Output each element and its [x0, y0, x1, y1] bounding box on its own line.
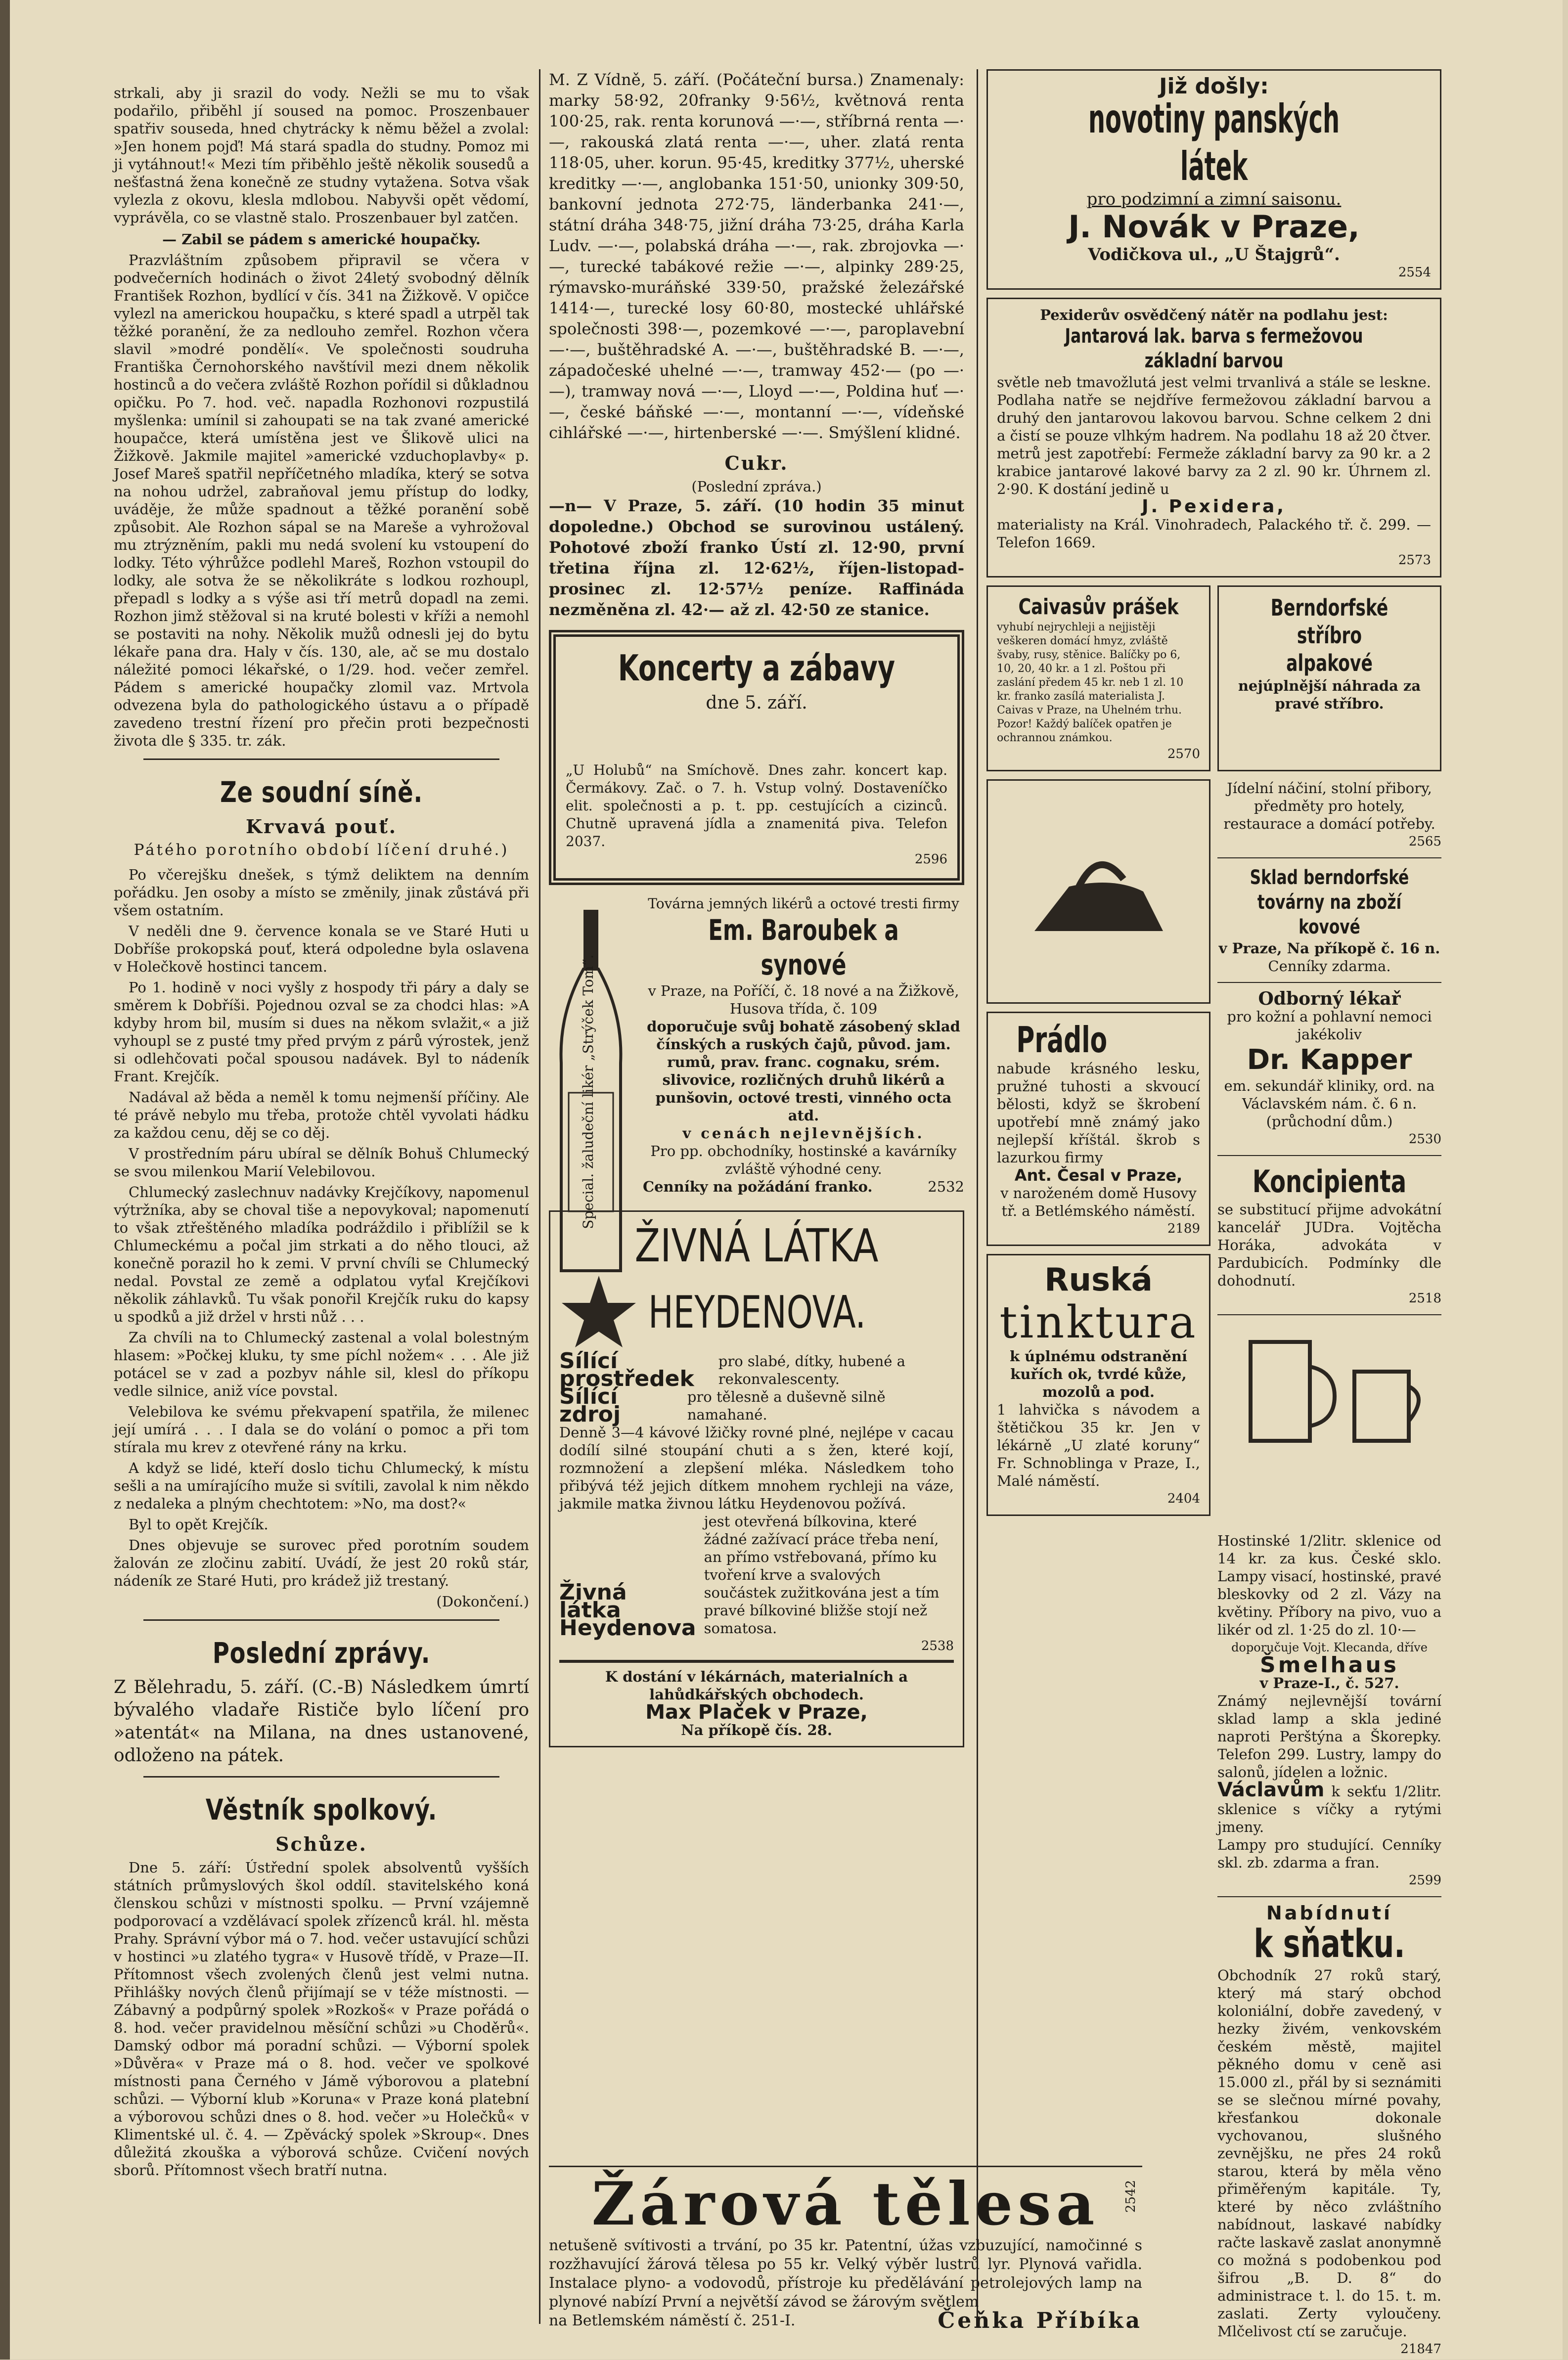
ad-pexider-text: světle neb tmavožlutá jest velmi trvanlivá a stále se leskne. Podlaha natře se nejdříve fermežovou základní barvou a druhý den jantarovou lakovou barvou. Schne celkem 2 dni a čistí se pouze vlhkým hadrem. Na podlahu 18 až 20 čtver. metrů jest zapotřebí: Fermeže základní barvy za 90 kr. a 2 krabice jantarové lakové barvy za 2 zl. 90 kr. Úhrnem zl. 2·90. K dostání jedině u — [997, 374, 1431, 497]
article-cukr: —n— V Praze, 5. září. (10 hodin 35 minut dopoledne.) Obchod se surovinou ustálený. Pohotové zboží franko Ústí zl. 12·90, první třetina října zl. 12·62½, říjen-listopad-prosinec zl. 12·57½ peníze. Raffináda nezměněna zl. 42·— až zl. 42·50 ze stanice. — [549, 496, 964, 619]
ad-smelhaus-text-2: Známý nejlevnější tovární sklad lamp a skla jediné naproti Perštýna a Škorepky. Telefon 299. Lustry, lampy do salonů, jídelen a ložnic. — [1217, 1692, 1441, 1781]
ad-zivna-s1b: pro slabé, dítky, hubené a rekonvalescenty. — [718, 1353, 905, 1387]
ad-baroubek-recommend: doporučuje svůj bohatě zásobený sklad čínských a ruských čajů, původ. jam. rumů, prav. franc. cognaku, srém. slivovice, rozličných druhů likérů a punšovin, octové tresti, vinného octa atd. — [647, 1018, 960, 1124]
ad-novak-name: J. Novák v Praze, — [1068, 209, 1360, 245]
ad-sklad-title: Sklad berndorfské továrny na zboží kovové — [1250, 866, 1409, 938]
article-subtitle-cukr: (Poslední zpráva.) — [691, 478, 822, 495]
ad-number: 2570 — [1167, 747, 1200, 761]
ad-baroubek-bottle-label: Special. žaludeční likér „Strýček Tom“. — [580, 954, 596, 1229]
ad-zivna-latka — [549, 1210, 964, 1747]
ad-baroubek-rest: Pro pp. obchodníky, hostinské a kavárníky zvláště výhodné ceny. — [650, 1143, 957, 1177]
ad-number: 2573 — [1398, 553, 1431, 568]
column-1 — [114, 84, 529, 2339]
ad-novak-sub: pro podzimní a zimní saisonu. — [1086, 189, 1342, 209]
ad-number: 2530 — [1408, 1132, 1441, 1147]
ad-pradlo-text: nabude krásného lesku, pružné tuhosti a skvoucí bělosti, když se škrobení upotřebí mně známý jako nejlepší kříštál. škrob s lazurkou firmy — [997, 1060, 1200, 1166]
ad-zivna-s2b: pro tělesně a duševně silně namahané. — [687, 1388, 886, 1423]
divider — [143, 1776, 499, 1778]
ad-zarova-title: Žárová tělesa — [591, 2169, 1100, 2239]
divider — [143, 1619, 499, 1621]
ad-smelhaus — [1217, 1532, 1441, 2358]
ad-lekar-name: Dr. Kapper — [1247, 1044, 1412, 1076]
paragraph: V neděli dne 9. července konala se ve Staré Huti u Dobříše prokopská pouť, která odpoledne byla oslavena v Holečkově hostinci tancem. — [114, 923, 529, 975]
paragraph: Nadával až běda a neměl k tomu nejmenší příčiny. Ale té právě nebylo mu třeba, protože chtěl vyvolati hádku za každou cenu, děj se co děj. — [114, 1089, 529, 1141]
ad-berndorf-items: Jídelní náčiní, stolní přibory, předměty pro hotely, restaurace a domácí potřeby. — [1223, 780, 1435, 832]
ad-number: 21847 — [1400, 2342, 1441, 2357]
paragraph: A když se lidé, kteří doslo tichu Chlumecký, k místu sešli a na umírajícího muže si svítili, zavolal k nim někdo z nedaleka a plným chechtotem: »No, ma dost?« — [114, 1460, 529, 1512]
binding-edge — [0, 0, 10, 2360]
ad-novak-big: novotiny panských látek — [1088, 96, 1340, 189]
ad-number: 2565 — [1408, 834, 1441, 849]
ad-berndorf — [1217, 585, 1441, 771]
ad-zivna-placek-address: Na příkopě čís. 28. — [681, 1722, 832, 1738]
ad-smelhaus-text: Hostinské 1/2litr. sklenice od 14 kr. za kus. České sklo. Lampy visací, hostinské, pravé bleskovky od 2 zl. Vázy na květiny. Příbory na pivo, vuo a likér od zl. 1·25 do zl. 10·— — [1217, 1532, 1441, 1638]
ad-pexider-top: Pexiderův osvědčený nátěr na podlahu jest: — [1040, 307, 1388, 323]
ad-pexider-address: materialisty na Král. Vinohradech, Palackého tř. č. 299. — Telefon 1669. — [997, 516, 1431, 551]
beer-mug-icon — [1221, 1322, 1438, 1451]
ad-koncipient-text: se substitucí přijme advokátní kancelář JUDra. Vojtěcha Horáka, advokáta v Pardubicích. Podmínky dle dohodnutí. — [1217, 1201, 1441, 1289]
divider — [143, 758, 499, 760]
column-rule — [539, 69, 540, 2324]
ad-caivas-title: Caivasův prášek — [1018, 594, 1179, 620]
ad-zivna-s2: Sílící zdroj — [559, 1384, 621, 1427]
ad-number: 2532 — [928, 1178, 964, 1195]
ad-pradlo-big: Prádlo — [1016, 1019, 1108, 1061]
ad-ruska-title-2: tinktura — [999, 1296, 1198, 1348]
ad-smelhaus-address: v Praze-I., č. 527. — [1259, 1675, 1399, 1692]
ad-smelhaus-vaclav-text: k sekťu 1/2litr. sklenice s víčky a rytými jmeny. — [1217, 1783, 1442, 1835]
ad-pradlo-firm: Ant. Česal v Praze, — [1014, 1166, 1183, 1185]
ad-smelhaus-recommend: doporučuje Vojt. Klecanda, dříve — [1231, 1641, 1428, 1654]
ad-koncerty-text: „U Holubů“ na Smíchově. Dnes zahr. koncert kap. Čermákovy. Zač. o 7. h. Vstup volný. Dostaveníčko elit. společnosti a p. t. pp. cestujících a cizinců. Chutně upravená jídla a znamenitá piva. Telefon 2037. — [566, 762, 947, 849]
article-posledni: Z Bělehradu, 5. září. (C.-B) Následkem úmrtí bývalého vladaře Rističe bylo líčení pro »atentát« na Milana, na dnes ustanovené, odloženo na pátek. — [114, 1677, 529, 1766]
ad-pexider — [986, 298, 1441, 578]
iron-icon — [1025, 832, 1173, 951]
ad-ruska-text: k úplnému odstranění kuřích ok, tvrdé kůže, mozolů a pod. — [1009, 1348, 1188, 1400]
ad-baroubek-cennik: Cenníky na požádání franko. — [643, 1178, 873, 1195]
article-title-cukr: Cukr. — [724, 452, 789, 474]
ad-koncerty-title: Koncerty a zábavy — [618, 647, 896, 689]
ad-number: 2599 — [1408, 1873, 1441, 1888]
ad-berndorf-text: nejúplnější náhrada za pravé stříbro. — [1238, 677, 1421, 712]
section-title-posledni: Poslední zprávy. — [212, 1636, 431, 1670]
section-title-vestnik: Věstník spolkový. — [205, 1793, 438, 1826]
ad-novak-top: Již došly: — [1159, 74, 1269, 99]
ad-number: 2518 — [1408, 1291, 1441, 1306]
ad-pexider-title: Jantarová lak. barva s fermežovou základní barvou — [1065, 325, 1363, 372]
ad-smelhaus-vaclav: Václavům — [1217, 1779, 1325, 1801]
ad-ruska-price: 1 lahvička s návodem a štětičkou 35 kr. Jen v lékárně „U zlaté koruny“ Fr. Schnoblinga v Praze, I., Malé náměstí. — [997, 1401, 1200, 1489]
ad-koncerty-date: dne 5. září. — [706, 693, 807, 713]
ad-koncerty — [549, 630, 964, 885]
ad-zarova-name: Čeňka Příbíka — [938, 2308, 1142, 2333]
ad-zivna-title-2: HEYDENOVA. — [648, 1287, 866, 1338]
ad-baroubek-name: Em. Baroubek a synové — [708, 913, 899, 981]
ad-zivna-s1: Sílící prostředek — [559, 1348, 694, 1391]
ad-zivna-sale: K dostání v lékárnách, materialních a lahůdkářských obchodech. — [605, 1668, 908, 1703]
paragraph: Dnes objevuje se surovec před porotním soudem žalován ze zločinu zabití. Uvádí, že jest 20 roků stár, nádeník ze Staré Huti, pro krádež již trestaný. — [114, 1537, 529, 1589]
ad-number: 2596 — [914, 852, 947, 867]
ad-number: 2404 — [1167, 1491, 1200, 1506]
ad-pradlo-iron — [986, 779, 1210, 1004]
ad-zivna-text: Denně 3—4 kávové lžičky rovné plné, nejlépe v cacau dodílí silné stoupání chuti a s žen, které kojí, rozmnožení a zlepšení mléka. Následkem toho přibývá též jejich dítkem mnohem rychleji na váze, jakmile matka živnou látku Heydenovou požívá. — [559, 1424, 954, 1512]
ad-zivna-placek: Max Plaček v Praze, — [645, 1701, 868, 1724]
ad-zivna-s3b: jest otevřená bílkovina, které žádné zažívací práce třeba není, an přímo vstřebovaná, přímo ku tvoření krve a svalových součástek zužitkována jest a tím pravé bílkoviné bližše stojí než somatosa. — [704, 1513, 940, 1637]
ad-pradlo-address: v naroženém domě Husovy tř. a Betlémského náměstí. — [1000, 1185, 1197, 1219]
article-title-zabil: — Zabil se pádem s americké houpačky. — [162, 231, 481, 248]
paragraph: Za chvíli na to Chlumecký zastenal a volal bolestným hlasem: »Počkej kluku, ty sme píchl nožem« . . . Ale již potácel se v zad a pozbyv náhle sil, klesl do příkopu vedle silnice, aniž více povstal. — [114, 1329, 529, 1399]
paragraph: Po 1. hodině v noci vyšly z hospody tři páry a daly se směrem k Dobříši. Pojednou ozval se za chodci hlas: »A kdyby hrom bil, musím si dues na někom svlažit,« a již vyhoupl se z pusté tmy před prvým z párů výrostek, jenž si odlehčovati počal spousou nadávek. Byl to nádeník Frant. Krejčík. — [114, 979, 529, 1085]
ad-smelhaus-name: Šmelhaus — [1260, 1652, 1399, 1678]
ad-number: 2189 — [1167, 1221, 1200, 1236]
article-vienna-bourse: M. Z Vídně, 5. září. (Počáteční bursa.) Znamenaly: marky 58·92, 20franky 9·56½, květnová renta 100·25, rak. renta korunová —·—, stříbrná renta —·—, rakouská zlatá renta —·—, uher. zlatá renta 118·05, uher. korun. 95·45, kreditky 377½, uherské kreditky —·—, anglobanka 151·50, unionky 309·50, bankovní jednota 272·75, länderbanka 241·—, státní dráha 348·75, jižní dráha 73·25, dráha Karla Ludv. —·—, polabská dráha —·—, rak. zbrojovka —·—, turecké tabákové režie —·—, alpinky 289·25, rýmavsko-muráňské 339·50, pražské železářské 1414·—, turecké losy 60·80, mostecké uhlářské společnosti 398·—, pozemkové —·—, paroplavební —·—, buštěhradské A. —·—, buštěhradské B. —·—, západočeské uhelné —·—, tramway 452·— (po —·—), tramway nová —·—, Lloyd —·—, Poldina huť —·—, české báňské —·—, montanní —·—, vídeňské cihlářské —·—, hirtenberské —·—. Smýšlení klidné. — [549, 70, 964, 442]
ad-ruska — [986, 1254, 1210, 1516]
ad-baroubek-top: Továrna jemných likérů a octové tresti firmy — [648, 895, 959, 912]
paragraph: Byl to opět Krejčík. — [129, 1516, 269, 1533]
ad-smelhaus-lampy: Lampy pro studující. Cenníky skl. zb. zdarma a fran. — [1217, 1836, 1441, 1871]
ad-sklad-cennik: Cenníky zdarma. — [1268, 958, 1391, 975]
ad-novak — [986, 69, 1441, 290]
ad-novak-address: Vodičkova ul., „U Štajgrů“. — [1088, 245, 1340, 265]
ad-lekar-address: em. sekundář kliniky, ord. na Václavském nám. č. 6 n. (průchodní dům.) — [1224, 1077, 1435, 1130]
article-subtitle-krvava: Pátého porotního období líčení druhé.) — [134, 841, 509, 859]
ad-caivas-text: vyhubí nejrychleji a nejjistěji veškeren domácí hmyz, zvláště švaby, rusy, stěnice. Balíčky po 6, 10, 20, 40 kr. a 1 zl. Poštou při zaslání předem 45 kr. neb 1 zl. 10 kr. franko zasílá materialista J. Caivas v Praze, na Uhelném trhu. Pozor! Každý balíček opatřen je ochrannou známkou. — [997, 621, 1184, 744]
ad-lekar-title: Odborný lékař — [1258, 988, 1401, 1009]
star-emblem-icon — [559, 1273, 638, 1352]
ad-pradlo — [986, 1012, 1210, 1246]
ad-pexider-name: J. Pexidera, — [1142, 496, 1286, 517]
ad-zivna-s3: Živná látka Heydenova — [559, 1580, 696, 1641]
ad-ruska-title-1: Ruská — [1044, 1262, 1153, 1298]
article-title-krvava: Krvavá pouť. — [245, 815, 397, 838]
ad-berndorf-title: Berndorfské stříbro alpakové — [1270, 594, 1389, 676]
ad-baroubek-price: v cenách nejlevnějších. — [682, 1125, 925, 1142]
article-zabil: Prazvláštním způsobem připravil se včera v podvečerních hodinách o život 24letý svobodný dělník František Rozhon, bydlící v čís. 341 na Žižkově. V opičce vylezl na americkou houpačku, s které spadl a utrpěl tak těžké poranění, že za nedlouho zemřel. Rozhon včera slavil »modré pondělí«. Ve společnosti soudruha Františka Černohorského navštívil mezi dnem několik hostinců a do večera zvláště Rozhon pořídil si důkladnou opičku. Po 7. hod. več. napadla Rozhonovi rozpustilá myšlenka: umínil si zahoupati se na tak zvané americké houpačce, která umístěna jest ve Šlikově ulici na Žižkově. Jakmile majitel »americké vzduchoplavby« p. Josef Mareš spatřil nepříčetného mladíka, který se sotva na nohou udržel, zabraňoval jemu přístup do lodky, uváděje, že může spadnout a těžké poranění sobě způsobit. Ale Rozhon sápal se na Mareše a vyhrožoval mu ztrýzněním, pakli mu nedá svolení ku vstoupení do lodky. Této výhrůžce podlehl Mareš, Rozhon vstoupil do lodky, ale sotva že se několikráte s lodkou rozhoupl, přepadl s lodky a s výše asi tří metrů dopadl na zemi. Rozhon jimž stěžoval si na kruté bolesti v kříži a nemohl se postaviti na nohy. Několik mužů odnesli jej do bytu lékaře pana dra. Haly v čís. 130, ale, ač se mu dostalo náležité pomoci lékařské, o 1/29. hod. večer zemřel. Pádem s americké houpačky zlomil vaz. Mrtvola odvezena byla do pathologického ústavu a o případě zavedeno trestní řízení pro přečin proti bezpečnosti života dle § 335. tr. zák. — [114, 252, 529, 749]
ad-nabidnuti-text: Obchodník 27 roků starý, který má starý obchod koloniální, dobře zavedený, v hezky živém, venkovském českém městě, majitel pěkného domu v ceně asi 15.000 zl., přál by si seznámiti se se slečnou mírné povahy, křesťankou dokonale vychovanou, slušného zevnějšku, ne přes 24 roků starou, která by měla věno přiměřeným kapitále. Ty, které by něco zvláštního nabídnout, laskavé nabídky račte laskavě zaslat anonymně co možná s podobenkou pod šifrou „B. D. 8“ do administrace t. l. do 15. t. m. zaslati. Zerty vyloučeny. Mlčelivost ctí se zaručuje. — [1217, 1967, 1441, 2340]
ad-number: 2554 — [1398, 265, 1431, 280]
ad-nabidnuti-big: k sňatku. — [1254, 1922, 1405, 1966]
column-3 — [986, 69, 1442, 2357]
ad-baroubek-address: v Praze, na Poříčí, č. 18 nové a na Žižkově, Husova třída, č. 109 — [648, 982, 959, 1017]
ad-koncipient-title: Koncipienta — [1252, 1163, 1407, 1200]
ad-sklad-address: v Praze, Na příkopě č. 16 n. — [1218, 940, 1440, 957]
paragraph: V prostředním páru ubíral se dělník Bohuš Chlumecký se svou milenkou Marií Velebilovou. — [114, 1145, 529, 1180]
ad-caivas — [986, 585, 1210, 771]
ad-number: 2542 — [1123, 2180, 1138, 2213]
paragraph: Po včerejšku dnešek, s týmž deliktem na denním pořádku. Jen osoby a místo se změnily, jinak zůstává při všem ostatním. — [114, 866, 529, 919]
article-schuze: Dne 5. září: Ústřední spolek absolventů vyšších státních průmyslových škol oddíl. stavitelského koná členskou schůzi v místnosti spolku. — První vzájemně podporovací a vzdělávací spolek zřízenců král. hl. města Prahy. Správní výbor má o 7. hod. večer ustavující schůzi v hostinci »u zlatého tygra« v Husově třídě, v Praze—II. Přítomnost všech zvolených členů jest velmi nutna. Přihlášky nových členů přijímají se v téže místnosti. — Zábavný a podpůrný spolek »Rozkoš« v Praze pořádá o 8. hod. večer pravidelnou měsíční schůzi »u Choděrů«. Damský odbor má poradní schůzi. — Výborní spolek »Důvěra« v Praze má o 8. hod. večer ve spolkové místnosti pana Černého v Jámě výborovou a platební schůzi. — Výborní klub »Koruna« v Praze koná platební a výborovou schůzi dnes o 8. hod. večer »u Holečků« v Klimentské ul. č. 4. — Zpěvácký spolek »Skroup«. Dnes důležitá zkouška a výborová schůze. Cvičení nových sborů. Přítomnost všech bratří nutna. — [114, 1859, 529, 2179]
ad-lekar-text: pro kožní a pohlavní nemoci jakékoliv — [1227, 1008, 1432, 1043]
ad-zarova-address: na Betlemském náměstí č. 251-I. — [549, 2312, 796, 2329]
ad-nabidnuti-title: Nabídnutí — [1266, 1902, 1393, 1924]
article-continuation: strkali, aby ji srazil do vody. Nežli se mu to však podařilo, přiběhl jí soused na pomoc. Proszenbauer spatřiv souseda, hned chytrácky k němu běžel a zvolal: »Jen honem pojď! Má stará spadla do studny. Pomoz mi ji vytáhnout!« Mezi tím přiběhlo ještě několik sousedů a nešťastná žena konečně ze studny vytažena. Sotva však vylezla z okovu, klesla mdlobou. Nabyvši opět vědomí, vyprávěla, co se vlastně stalo. Proszenbauer byl zatčen. — [114, 85, 529, 226]
column-2 — [549, 69, 964, 2146]
ad-zivna-title-1: ŽIVNÁ LÁTKA — [634, 1219, 879, 1272]
paragraph: Chlumecký zaslechnuv nadávky Krejčíkovy, napomenul výtržníka, aby se choval tiše a nepovykoval; napomenutí to však ztřeštěného mladíka podráždilo i přiblížil se k Chlumeckému a počal jim strkati a do něho tlouci, až konečně porazil ho k zemi. V první chvíli se Chlumecký nedal. Povstal ze země a odplatou vyťal Krejčíkovi několik záhlavků. Tu však ponořil Krejčík ruku do kapsy u spodků a již držel v hrsti nůž . . . — [114, 1184, 529, 1325]
section-title-court: Ze soudní síně. — [220, 775, 423, 809]
ad-zarova-text: netušeně svítivosti a trvání, po 35 kr. Patentní, úžas vzbuzující, namočinné s rozžhavující žárová tělesa po 55 kr. Velký výběr lustrů lyr. Plynová vařidla. Instalace plyno- a vodovodů, přístroje ku předělávání petrolejových lamp na plynové nabízí První a největší závod se žárovým světlem — [549, 2237, 1142, 2311]
column-rule — [977, 69, 978, 2324]
ad-baroubek — [549, 895, 964, 1229]
continuation-note: (Dokončení.) — [436, 1593, 529, 1610]
ad-number: 2538 — [921, 1639, 954, 1653]
paragraph: Velebilova ke svému překvapení spatřila, že milenec její umírá . . . I dala se do volání o pomoc a při tom stírala mu krev z otevřené rány na krku. — [114, 1403, 529, 1456]
subsection-title-schuze: Schůze. — [275, 1833, 367, 1855]
ad-zarova-telesa — [549, 2166, 1142, 2360]
